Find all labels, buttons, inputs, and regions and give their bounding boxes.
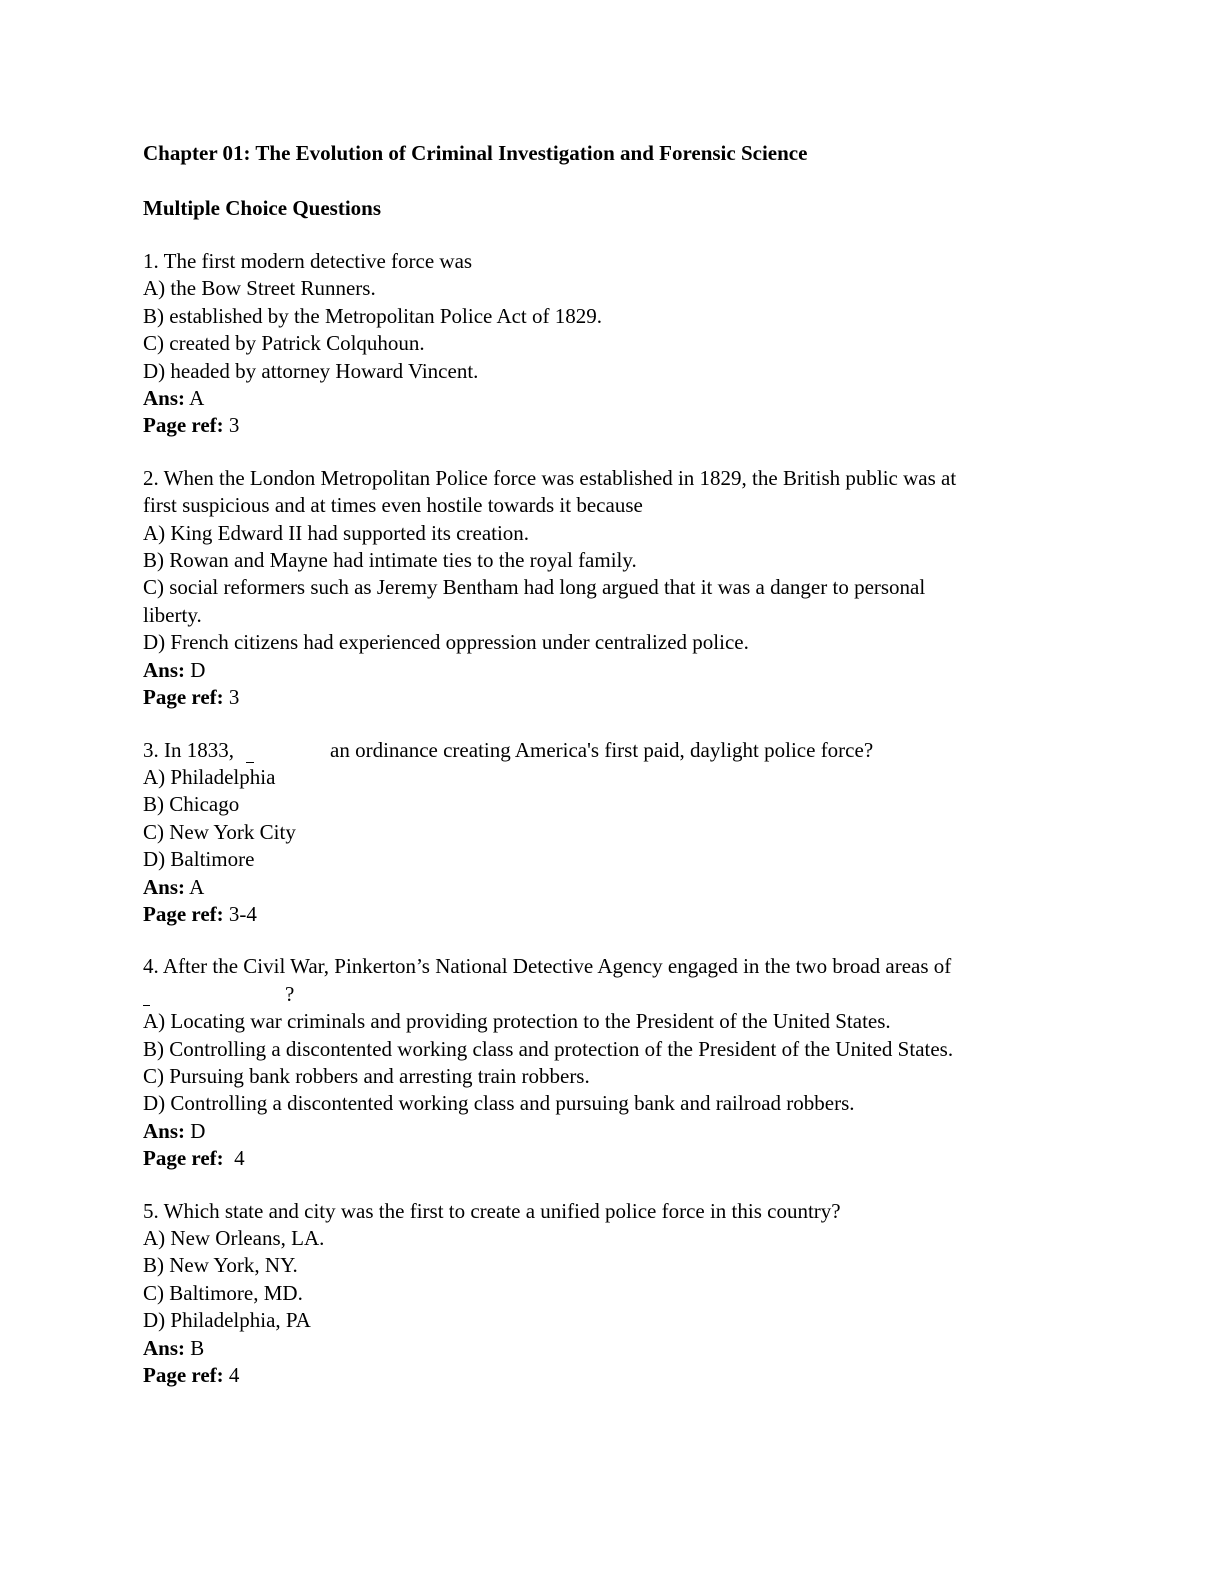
page-ref-value: 3 [228, 413, 240, 438]
answer-line [143, 874, 1073, 901]
page-ref-label: Page ref: [143, 901, 224, 926]
answer-line [143, 385, 1073, 412]
option-b: B) Controlling a discontented working class and protection of the President of the United States. [143, 1036, 954, 1061]
fill-in-blank [143, 1005, 150, 1006]
answer-value: D [190, 657, 206, 682]
question-stem: 1. The first modern detective force was [143, 249, 473, 273]
option-b: B) Chicago [143, 792, 240, 817]
question-mark: ? [285, 981, 295, 1006]
question-stem: 4. After the Civil War, Pinkerton’s National Detective Agency engaged in the two broad areas of [143, 954, 952, 979]
page-ref-line [143, 412, 1073, 439]
page-ref-label: Page ref: [143, 685, 224, 710]
answer-line [143, 1335, 1073, 1362]
answer-label: Ans: [143, 657, 186, 682]
option-c: C) created by Patrick Colquhoun. [143, 331, 425, 356]
page-ref-line [143, 1362, 1073, 1389]
page-ref-label: Page ref: [143, 1363, 224, 1388]
answer-value: A [189, 874, 205, 899]
section-title: Multiple Choice Questions [143, 196, 382, 220]
option-a: A) New Orleans, LA. [143, 1225, 325, 1250]
question-stem: 5. Which state and city was the first to create a unified police force in this country? [143, 1198, 841, 1223]
fill-in-blank [246, 762, 254, 763]
answer-value: D [190, 1118, 206, 1143]
option-c: C) social reformers such as Jeremy Bentham had long argued that it was a danger to personal [143, 575, 926, 600]
answer-label: Ans: [143, 874, 186, 899]
question-stem-line-1: 2. When the London Metropolitan Police force was established in 1829, the British public was at [143, 465, 957, 490]
question-stem-start: 3. In 1833, [143, 737, 234, 762]
option-a: A) the Bow Street Runners. [143, 276, 376, 301]
option-a: A) King Edward II had supported its creation. [143, 520, 530, 545]
option-d: D) Baltimore [143, 847, 255, 872]
answer-line [143, 657, 1073, 684]
page-ref-line [143, 901, 1073, 928]
option-c: C) Baltimore, MD. [143, 1280, 303, 1305]
answer-line [143, 1118, 1073, 1145]
answer-label: Ans: [143, 386, 186, 411]
answer-value: A [189, 386, 205, 411]
question-5 [143, 1198, 1073, 1390]
page-ref-label: Page ref: [143, 413, 224, 438]
option-d: D) Controlling a discontented working class and pursuing bank and railroad robbers. [143, 1091, 855, 1116]
option-a: A) Locating war criminals and providing protection to the President of the United States. [143, 1009, 891, 1034]
page-ref-line [143, 1145, 1073, 1172]
chapter-title: Chapter 01: The Evolution of Criminal Investigation and Forensic Science [143, 141, 808, 165]
fill-in-blank-line [143, 981, 1073, 1008]
question-4 [143, 953, 1073, 1172]
page-ref-value: 3-4 [228, 901, 257, 926]
page-ref-value: 4 [228, 1146, 245, 1171]
page-ref-label: Page ref: [143, 1146, 224, 1171]
option-c: C) New York City [143, 819, 296, 844]
question-1 [143, 248, 1073, 440]
question-stem-end: an ordinance creating America's first paid, daylight police force? [330, 737, 874, 762]
page-ref-value: 4 [228, 1363, 240, 1388]
question-stem-line-2: first suspicious and at times even hostile towards it because [143, 493, 643, 518]
option-b: B) Rowan and Mayne had intimate ties to the royal family. [143, 548, 637, 573]
option-a: A) Philadelphia [143, 764, 276, 789]
option-d: D) French citizens had experienced oppression under centralized police. [143, 630, 749, 655]
question-2 [143, 465, 1073, 712]
answer-label: Ans: [143, 1335, 186, 1360]
option-c: C) Pursuing bank robbers and arresting train robbers. [143, 1063, 590, 1088]
page-ref-value: 3 [228, 685, 240, 710]
answer-label: Ans: [143, 1118, 186, 1143]
option-d: D) Philadelphia, PA [143, 1308, 311, 1333]
option-d: D) headed by attorney Howard Vincent. [143, 358, 479, 383]
option-b: B) established by the Metropolitan Police Act of 1829. [143, 303, 603, 328]
option-b: B) New York, NY. [143, 1253, 298, 1278]
document-page [143, 138, 1073, 1389]
answer-value: B [190, 1335, 205, 1360]
page-ref-line [143, 684, 1073, 711]
option-c-continued: liberty. [143, 602, 202, 627]
question-3 [143, 737, 1073, 929]
question-stem [143, 737, 1073, 764]
